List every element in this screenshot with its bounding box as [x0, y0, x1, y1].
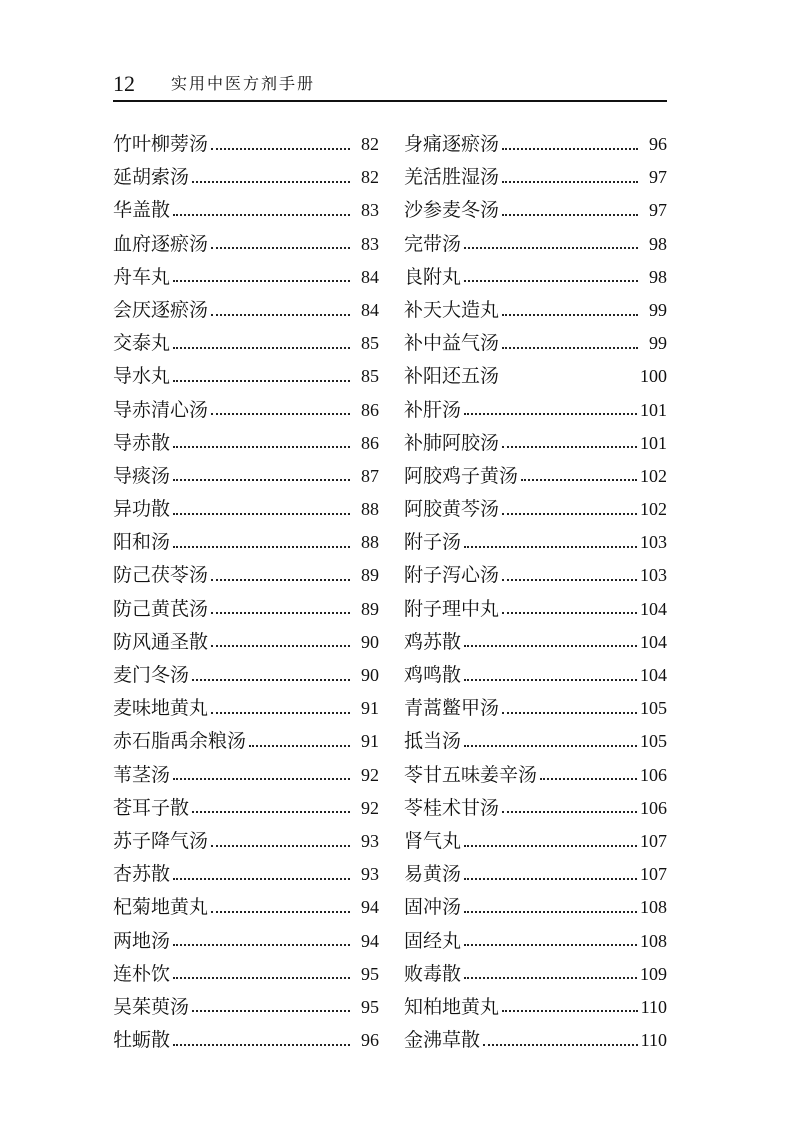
entry-page-number: 89	[361, 598, 379, 619]
index-entry	[404, 559, 667, 592]
index-entry	[113, 261, 379, 294]
dot-leader	[502, 712, 637, 714]
entry-name: 完带汤	[404, 232, 462, 255]
entry-name: 固经丸	[404, 929, 462, 952]
entry-name: 抵当汤	[404, 730, 462, 753]
entry-name: 吴茱萸汤	[113, 995, 190, 1018]
entry-name: 导赤清心汤	[113, 398, 209, 421]
entry-page-number: 84	[361, 299, 379, 320]
dot-leader	[521, 479, 637, 481]
entry-name: 沙参麦冬汤	[404, 199, 500, 222]
entry-page-number: 93	[361, 830, 379, 851]
dot-leader	[211, 413, 350, 415]
dot-leader	[540, 778, 637, 780]
index-entry	[113, 294, 379, 327]
dot-leader	[211, 712, 350, 714]
entry-name: 延胡索汤	[113, 166, 190, 189]
entry-page-number: 103	[640, 565, 667, 586]
index-column-left	[113, 128, 379, 1057]
entry-page-number: 89	[361, 565, 379, 586]
dot-leader	[483, 1044, 638, 1046]
dot-leader	[173, 214, 350, 216]
dot-leader	[502, 513, 637, 515]
dot-leader	[464, 911, 637, 913]
dot-leader	[502, 214, 638, 216]
index-entry	[113, 593, 379, 626]
index-entry	[113, 427, 379, 460]
entry-name: 交泰丸	[113, 332, 171, 355]
entry-page-number: 107	[640, 864, 667, 885]
index-entry	[404, 626, 667, 659]
page-header	[113, 70, 667, 102]
entry-page-number: 108	[640, 930, 667, 951]
index-entry	[404, 161, 667, 194]
dot-leader	[173, 944, 350, 946]
entry-page-number: 94	[361, 930, 379, 951]
index-entry	[404, 792, 667, 825]
entry-name: 麦味地黄丸	[113, 697, 209, 720]
entry-name: 两地汤	[113, 929, 171, 952]
dot-leader	[173, 546, 350, 548]
index-entry	[404, 394, 667, 427]
book-title: 实用中医方剂手册	[171, 74, 316, 93]
dot-leader	[464, 645, 637, 647]
entry-name: 附子理中丸	[404, 597, 500, 620]
index-entry	[404, 294, 667, 327]
dot-leader	[464, 679, 637, 681]
entry-name: 血府逐瘀汤	[113, 232, 209, 255]
entry-page-number: 83	[361, 200, 379, 221]
dot-leader	[211, 579, 350, 581]
entry-name: 导水丸	[113, 365, 171, 388]
entry-name: 会厌逐瘀汤	[113, 298, 209, 321]
entry-page-number: 99	[649, 333, 667, 354]
entry-page-number: 86	[361, 399, 379, 420]
index-entry	[404, 891, 667, 924]
index-entry	[113, 493, 379, 526]
index-entry	[113, 394, 379, 427]
entry-name: 导痰汤	[113, 464, 171, 487]
entry-name: 苓桂术甘汤	[404, 796, 500, 819]
dot-leader	[173, 977, 350, 979]
dot-leader	[192, 181, 350, 183]
dot-leader	[211, 247, 350, 249]
index-entry	[113, 460, 379, 493]
entry-name: 麦门冬汤	[113, 664, 190, 686]
dot-leader	[192, 811, 350, 813]
dot-leader	[173, 1044, 350, 1046]
index-entry	[113, 692, 379, 725]
entry-page-number: 94	[361, 897, 379, 918]
dot-leader	[502, 181, 638, 183]
entry-name: 杏苏散	[113, 863, 171, 886]
index-entry	[404, 759, 667, 792]
index-entry	[113, 559, 379, 592]
entry-name: 苇茎汤	[113, 763, 171, 786]
index-entry	[113, 626, 379, 659]
dot-leader	[173, 446, 350, 448]
entry-page-number: 99	[649, 299, 667, 320]
entry-page-number: 88	[361, 499, 379, 520]
dot-leader	[173, 280, 350, 282]
entry-name: 鸡鸣散	[404, 664, 462, 686]
dot-leader	[464, 247, 638, 249]
entry-page-number: 95	[361, 996, 379, 1017]
entry-name: 鸡苏散	[404, 630, 462, 653]
entry-page-number: 103	[640, 532, 667, 553]
index-entry	[113, 1024, 379, 1057]
index-entry	[404, 194, 667, 227]
dot-leader	[249, 745, 350, 747]
entry-page-number: 106	[640, 797, 667, 818]
entry-name: 防己茯苓汤	[113, 564, 209, 587]
index-entry	[404, 925, 667, 958]
dot-leader	[464, 845, 637, 847]
dot-leader	[173, 380, 350, 382]
index-entry	[113, 958, 379, 991]
dot-leader	[192, 1010, 350, 1012]
index-entry	[113, 792, 379, 825]
entry-name: 金沸草散	[404, 1029, 481, 1052]
entry-name: 舟车丸	[113, 265, 171, 288]
index-entry	[404, 593, 667, 626]
entry-name: 败毒散	[404, 962, 462, 985]
index-entry	[113, 526, 379, 559]
dot-leader	[173, 513, 350, 515]
dot-leader	[173, 347, 350, 349]
index-entry	[113, 228, 379, 261]
index-entry	[113, 925, 379, 958]
entry-name: 阳和汤	[113, 531, 171, 554]
entry-name: 苍耳子散	[113, 796, 190, 819]
index-entry	[404, 327, 667, 360]
entry-page-number: 86	[361, 432, 379, 453]
entry-name: 补肺阿胶汤	[404, 431, 500, 454]
dot-leader	[464, 745, 637, 747]
entry-page-number: 82	[361, 167, 379, 188]
dot-leader	[502, 446, 637, 448]
entry-name: 易黄汤	[404, 863, 462, 886]
entry-page-number: 82	[361, 134, 379, 154]
index-column-right	[404, 128, 667, 1057]
entry-page-number: 106	[640, 764, 667, 785]
index-entry	[404, 659, 667, 692]
entry-page-number: 107	[640, 830, 667, 851]
index-entry	[404, 1024, 667, 1057]
dot-leader	[192, 679, 350, 681]
entry-page-number: 100	[640, 366, 667, 387]
entry-name: 知柏地黄丸	[404, 995, 500, 1018]
entry-page-number: 97	[649, 167, 667, 188]
index-entry	[404, 958, 667, 991]
index-entry	[404, 261, 667, 294]
entry-page-number: 109	[640, 963, 667, 984]
entry-page-number: 90	[361, 665, 379, 685]
entry-page-number: 96	[361, 1030, 379, 1051]
entry-page-number: 102	[640, 499, 667, 520]
entry-page-number: 93	[361, 864, 379, 885]
dot-leader	[464, 280, 638, 282]
dot-leader	[173, 479, 350, 481]
dot-leader	[464, 878, 637, 880]
index-entry	[113, 991, 379, 1024]
entry-page-number: 83	[361, 233, 379, 254]
index-entry	[113, 825, 379, 858]
entry-name: 羌活胜湿汤	[404, 166, 500, 189]
index-entry	[113, 858, 379, 891]
entry-page-number: 98	[649, 266, 667, 287]
entry-name: 补中益气汤	[404, 332, 500, 355]
dot-leader	[502, 347, 638, 349]
entry-page-number: 102	[640, 465, 667, 486]
dot-leader	[211, 911, 350, 913]
dot-leader	[502, 579, 637, 581]
entry-page-number: 97	[649, 200, 667, 221]
entry-page-number: 98	[649, 233, 667, 254]
entry-name: 华盖散	[113, 199, 171, 222]
entry-name: 阿胶黄芩汤	[404, 498, 500, 521]
entry-name: 牡蛎散	[113, 1029, 171, 1052]
dot-leader	[211, 845, 350, 847]
entry-page-number: 91	[361, 731, 379, 752]
dot-leader	[502, 1010, 638, 1012]
entry-name: 赤石脂禹余粮汤	[113, 730, 247, 753]
entry-page-number: 92	[361, 797, 379, 818]
dot-leader	[211, 148, 350, 150]
entry-page-number: 84	[361, 266, 379, 287]
entry-page-number: 88	[361, 532, 379, 553]
dot-leader	[464, 546, 637, 548]
entry-name: 导赤散	[113, 431, 171, 454]
index-entry	[113, 360, 379, 393]
index-entry	[404, 692, 667, 725]
dot-leader	[502, 314, 638, 316]
entry-name: 苓甘五味姜辛汤	[404, 763, 538, 786]
entry-name: 良附丸	[404, 265, 462, 288]
dot-leader	[502, 148, 638, 150]
entry-page-number: 91	[361, 698, 379, 719]
index-entry	[404, 427, 667, 460]
index-entry	[404, 493, 667, 526]
entry-name: 附子汤	[404, 531, 462, 554]
index-entry	[404, 991, 667, 1024]
entry-page-number: 110	[640, 996, 667, 1017]
dot-leader	[502, 811, 637, 813]
entry-name: 防己黄芪汤	[113, 597, 209, 620]
entry-page-number: 101	[640, 399, 667, 420]
entry-name: 肾气丸	[404, 829, 462, 852]
index-entry	[404, 526, 667, 559]
dot-leader	[464, 944, 637, 946]
dot-leader	[211, 314, 350, 316]
entry-name: 竹叶柳蒡汤	[113, 133, 209, 155]
index-entry	[113, 759, 379, 792]
entry-page-number: 92	[361, 764, 379, 785]
entry-page-number: 104	[640, 665, 667, 685]
index-entry	[113, 194, 379, 227]
entry-name: 身痛逐瘀汤	[404, 133, 500, 155]
entry-page-number: 87	[361, 465, 379, 486]
entry-page-number: 90	[361, 631, 379, 652]
entry-name: 固冲汤	[404, 896, 462, 919]
entry-name: 杞菊地黄丸	[113, 896, 209, 919]
entry-page-number: 101	[640, 432, 667, 453]
entry-page-number: 104	[640, 598, 667, 619]
dot-leader	[173, 778, 350, 780]
dot-leader	[211, 612, 350, 614]
entry-page-number: 96	[649, 134, 667, 154]
entry-name: 异功散	[113, 498, 171, 521]
index-entry	[404, 460, 667, 493]
index-entry	[404, 128, 667, 161]
entry-name: 苏子降气汤	[113, 829, 209, 852]
index-entry	[404, 858, 667, 891]
entry-name: 补肝汤	[404, 398, 462, 421]
entry-page-number: 95	[361, 963, 379, 984]
entry-page-number: 108	[640, 897, 667, 918]
entry-name: 补天大造丸	[404, 298, 500, 321]
entry-name: 防风通圣散	[113, 630, 209, 653]
dot-leader	[173, 878, 350, 880]
entry-name: 补阳还五汤	[404, 365, 500, 388]
dot-leader	[502, 612, 637, 614]
index-entry	[404, 725, 667, 758]
index-entry	[113, 891, 379, 924]
index-entry	[404, 228, 667, 261]
dot-leader	[464, 977, 637, 979]
index-entry	[404, 360, 667, 393]
entry-page-number: 105	[640, 698, 667, 719]
dot-leader	[464, 413, 637, 415]
entry-name: 附子泻心汤	[404, 564, 500, 587]
entry-page-number: 110	[640, 1030, 667, 1051]
entry-name: 连朴饮	[113, 962, 171, 985]
index-entry	[113, 725, 379, 758]
index-entry	[113, 659, 379, 692]
entry-page-number: 85	[361, 366, 379, 387]
dot-leader	[211, 645, 350, 647]
index-entry	[113, 128, 379, 161]
index-entry	[404, 825, 667, 858]
entry-page-number: 104	[640, 631, 667, 652]
entry-name: 青蒿鳖甲汤	[404, 697, 500, 720]
index-entry	[113, 161, 379, 194]
entry-name: 阿胶鸡子黄汤	[404, 464, 519, 487]
entry-page-number: 85	[361, 333, 379, 354]
entry-page-number: 105	[640, 731, 667, 752]
page-number: 12	[113, 71, 135, 96]
index-entry	[113, 327, 379, 360]
